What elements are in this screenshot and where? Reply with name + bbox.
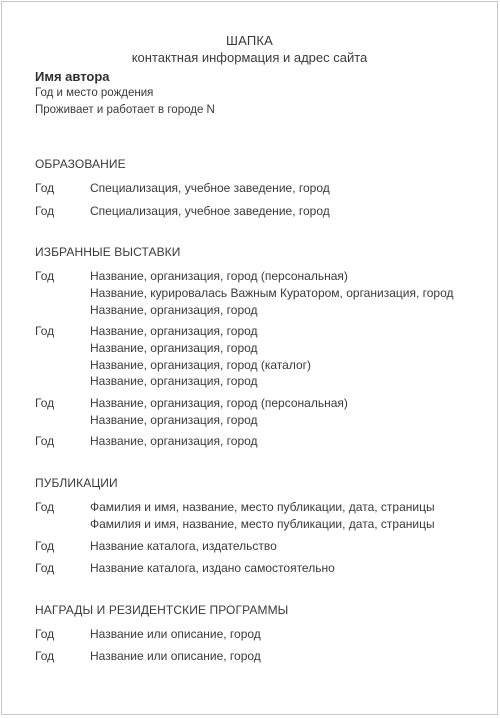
entry-line: Название, организация, город (90, 340, 258, 355)
entry-line: Название, организация, город (каталог) (90, 357, 312, 372)
entry-line: Название, организация, город (90, 374, 258, 389)
section-title-exhibitions: ИЗБРАННЫЕ ВЫСТАВКИ (35, 245, 181, 259)
cv-page (1, 1, 498, 715)
entry-line: Название, организация, город (90, 324, 258, 338)
author-birth: Год и место рождения (35, 87, 154, 99)
entry-year: Год (35, 204, 55, 218)
entry-line: Фамилия и имя, название, место публикации, дата, страницы (90, 516, 435, 531)
entry-year: Год (35, 649, 55, 663)
author-block (35, 68, 215, 119)
entry-line: Специализация, учебное заведение, город (90, 181, 330, 195)
entry-line: Название, организация, город (90, 412, 258, 427)
entry-line: Специализация, учебное заведение, город (90, 204, 330, 218)
entry-year: Год (35, 627, 55, 641)
header-contacts: контактная информация и адрес сайта (131, 50, 368, 65)
entry-line: Фамилия и имя, название, место публикации, дата, страницы (90, 500, 435, 514)
entry-year: Год (35, 539, 55, 553)
entry-line: Название, организация, город (90, 302, 258, 317)
entry-line: Название или описание, город (90, 627, 261, 641)
entry-year: Год (35, 434, 55, 448)
entry-line: Название, организация, город (90, 434, 258, 448)
entry-line: Название, организация, город (персональная) (90, 396, 348, 410)
header-title: ШАПКА (225, 33, 274, 48)
author-residence: Проживает и работает в городе N (35, 104, 215, 116)
entry-line: Название, курировалась Важным Куратором, организация, город (90, 285, 454, 300)
entry-year: Год (35, 396, 55, 410)
entry-year: Год (35, 269, 55, 283)
entry-year: Год (35, 324, 55, 338)
entry-year: Год (35, 500, 55, 514)
entry-year: Год (35, 181, 55, 195)
entry-year: Год (35, 561, 55, 575)
section-title-awards: НАГРАДЫ И РЕЗИДЕНТСКИЕ ПРОГРАММЫ (35, 603, 289, 617)
entry-line: Название или описание, город (90, 649, 261, 663)
section-title-education: ОБРАЗОВАНИЕ (35, 157, 126, 171)
cv-header (2, 32, 497, 66)
entry-line: Название каталога, издательство (90, 539, 277, 553)
author-name: Имя автора (35, 69, 110, 84)
entry-line: Название каталога, издано самостоятельно (90, 561, 335, 575)
section-title-publications: ПУБЛИКАЦИИ (35, 476, 118, 490)
entry-line: Название, организация, город (персональная) (90, 269, 348, 283)
